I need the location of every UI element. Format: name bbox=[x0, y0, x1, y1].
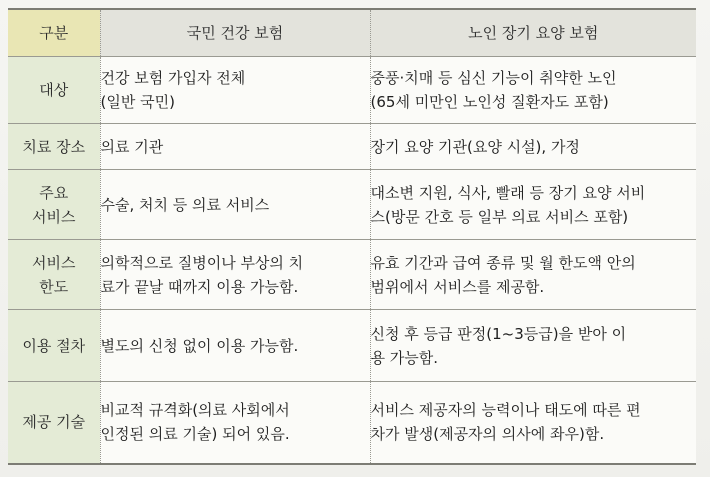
row-category-cell bbox=[8, 240, 100, 310]
national-insurance-cell bbox=[100, 170, 370, 240]
table-row bbox=[8, 240, 696, 310]
table-row bbox=[8, 310, 696, 382]
row-category-cell bbox=[8, 310, 100, 382]
row-category-label: 제공 기술 bbox=[22, 413, 86, 432]
cell-text: 대소변 지원, 식사, 빨래 등 장기 요양 서비 스(방문 간호 등 일부 의료 서비스 포함) bbox=[370, 183, 646, 226]
row-category-label: 치료 장소 bbox=[22, 137, 86, 156]
elderly-insurance-cell bbox=[370, 170, 696, 240]
cell-text: 별도의 신청 없이 이용 가능함. bbox=[100, 336, 299, 355]
elderly-insurance-cell bbox=[370, 240, 696, 310]
cell-text: 건강 보험 가입자 전체 (일반 국민) bbox=[100, 69, 246, 111]
cell-text: 유효 기간과 급여 종류 및 월 한도액 안의 범위에서 서비스를 제공함. bbox=[370, 253, 636, 296]
row-category-label: 서비스 한도 bbox=[32, 253, 76, 296]
header-category: 구분 bbox=[8, 9, 100, 57]
elderly-insurance-cell bbox=[370, 57, 696, 124]
table-row bbox=[8, 170, 696, 240]
header-national-health-insurance: 국민 건강 보험 bbox=[100, 9, 370, 57]
national-insurance-cell bbox=[100, 124, 370, 170]
cell-text: 비교적 규격화(의료 사회에서 인정된 의료 기술) 되어 있음. bbox=[100, 401, 290, 444]
row-category-cell bbox=[8, 57, 100, 124]
row-category-label: 이용 절차 bbox=[22, 336, 86, 355]
table-row bbox=[8, 57, 696, 124]
national-insurance-cell bbox=[100, 57, 370, 124]
table-row bbox=[8, 124, 696, 170]
header-elderly-long-term-care-insurance: 노인 장기 요양 보험 bbox=[370, 9, 696, 57]
national-insurance-cell bbox=[100, 382, 370, 464]
elderly-insurance-cell bbox=[370, 382, 696, 464]
cell-text: 중풍·치매 등 심신 기능이 취약한 노인 (65세 미만인 노인성 질환자도 포함) bbox=[370, 69, 617, 111]
cell-text: 장기 요양 기관(요양 시설), 가정 bbox=[370, 137, 580, 156]
table-header-row bbox=[8, 9, 696, 57]
row-category-cell bbox=[8, 382, 100, 464]
national-insurance-cell bbox=[100, 310, 370, 382]
row-category-label: 주요 서비스 bbox=[32, 183, 76, 226]
elderly-insurance-cell bbox=[370, 124, 696, 170]
cell-text: 의학적으로 질병이나 부상의 치 료가 끝날 때까지 이용 가능함. bbox=[100, 253, 304, 296]
cell-text: 의료 기관 bbox=[100, 137, 164, 156]
table-row bbox=[8, 382, 696, 464]
row-category-cell bbox=[8, 124, 100, 170]
row-category-label: 대상 bbox=[39, 81, 69, 99]
cell-text: 수술, 처치 등 의료 서비스 bbox=[100, 195, 270, 214]
cell-text: 서비스 제공자의 능력이나 태도에 따른 편 차가 발생(제공자의 의사에 좌우)함. bbox=[370, 401, 641, 444]
cell-text: 신청 후 등급 판정(1~3등급)을 받아 이 용 가능함. bbox=[370, 324, 627, 367]
elderly-insurance-cell bbox=[370, 310, 696, 382]
comparison-table bbox=[8, 8, 696, 465]
national-insurance-cell bbox=[100, 240, 370, 310]
row-category-cell bbox=[8, 170, 100, 240]
